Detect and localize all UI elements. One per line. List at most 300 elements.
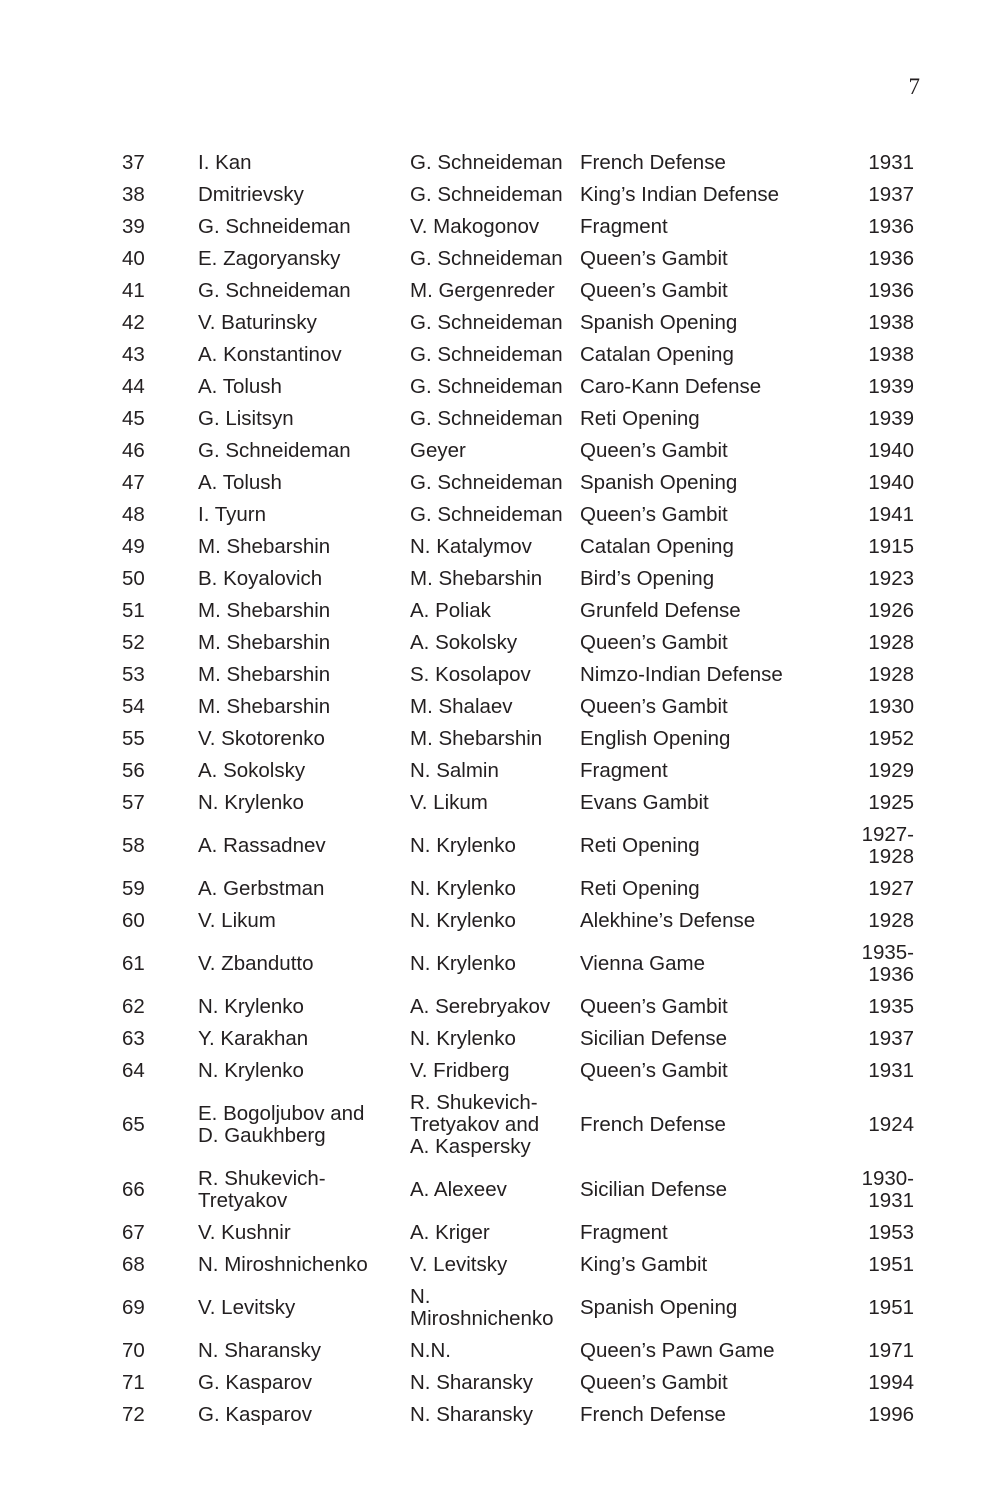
opening-name: Queen’s Gambit xyxy=(580,279,728,302)
game-year-cell xyxy=(852,1367,914,1399)
opening-name-cell xyxy=(580,1249,852,1281)
game-number-cell xyxy=(122,211,198,243)
game-year: 1926 xyxy=(868,599,914,622)
table-row xyxy=(122,1399,914,1431)
game-number-cell xyxy=(122,787,198,819)
black-player-cell xyxy=(410,563,580,595)
game-year-cell xyxy=(852,211,914,243)
opening-name: Queen’s Gambit xyxy=(580,995,728,1018)
white-player-cell xyxy=(198,1217,410,1249)
table-row xyxy=(122,1023,914,1055)
game-number-cell xyxy=(122,1023,198,1055)
black-player: R. Shukevich- Tretyakov and A. Kaspersky xyxy=(410,1091,540,1158)
game-year: 1938 xyxy=(868,311,914,334)
black-player-cell xyxy=(410,531,580,563)
white-player-cell xyxy=(198,339,410,371)
black-player-cell xyxy=(410,1023,580,1055)
opening-name: Caro-Kann Defense xyxy=(580,375,762,398)
game-number-cell xyxy=(122,1399,198,1431)
game-year: 1931 xyxy=(868,1059,914,1082)
game-number: 71 xyxy=(122,1371,145,1394)
game-number: 69 xyxy=(122,1296,145,1319)
game-number-cell xyxy=(122,1367,198,1399)
game-year-cell xyxy=(852,179,914,211)
game-year-cell xyxy=(852,275,914,307)
game-number: 56 xyxy=(122,759,145,782)
black-player: N. Krylenko xyxy=(410,834,516,857)
game-number-cell xyxy=(122,1335,198,1367)
black-player: N. Salmin xyxy=(410,759,499,782)
table-row xyxy=(122,1163,914,1217)
white-player: N. Sharansky xyxy=(198,1339,322,1362)
game-year: 1925 xyxy=(868,791,914,814)
black-player: N. Miroshnichenko xyxy=(410,1285,554,1330)
black-player: N. Katalymov xyxy=(410,535,532,558)
game-number: 58 xyxy=(122,834,145,857)
black-player-cell xyxy=(410,1217,580,1249)
black-player: A. Poliak xyxy=(410,599,491,622)
table-row xyxy=(122,339,914,371)
white-player: A. Rassadnev xyxy=(198,834,326,857)
black-player: G. Schneideman xyxy=(410,471,563,494)
white-player: A. Gerbstman xyxy=(198,877,325,900)
black-player-cell xyxy=(410,1335,580,1367)
opening-name: French Defense xyxy=(580,1113,726,1136)
opening-name: Grunfeld Defense xyxy=(580,599,741,622)
game-year-cell xyxy=(852,819,914,873)
white-player: M. Shebarshin xyxy=(198,663,331,686)
game-number-cell xyxy=(122,627,198,659)
table-row xyxy=(122,275,914,307)
black-player-cell xyxy=(410,147,580,179)
black-player-cell xyxy=(410,1249,580,1281)
black-player: Geyer xyxy=(410,439,466,462)
game-year: 1935 xyxy=(868,995,914,1018)
white-player-cell xyxy=(198,1023,410,1055)
game-number: 70 xyxy=(122,1339,145,1362)
game-number: 52 xyxy=(122,631,145,654)
game-number: 39 xyxy=(122,215,145,238)
black-player: G. Schneideman xyxy=(410,503,563,526)
game-number: 37 xyxy=(122,151,145,174)
opening-name-cell xyxy=(580,563,852,595)
game-year-cell xyxy=(852,403,914,435)
opening-name-cell xyxy=(580,1335,852,1367)
opening-name: Queen’s Gambit xyxy=(580,695,728,718)
white-player: G. Schneideman xyxy=(198,439,351,462)
black-player: N.N. xyxy=(410,1339,451,1362)
black-player: N. Krylenko xyxy=(410,909,516,932)
game-year-cell xyxy=(852,755,914,787)
black-player: G. Schneideman xyxy=(410,183,563,206)
black-player-cell xyxy=(410,787,580,819)
white-player: M. Shebarshin xyxy=(198,695,331,718)
game-year-cell xyxy=(852,1335,914,1367)
opening-name-cell xyxy=(580,1367,852,1399)
white-player-cell xyxy=(198,1055,410,1087)
game-year-cell xyxy=(852,1023,914,1055)
black-player: V. Levitsky xyxy=(410,1253,508,1276)
opening-name-cell xyxy=(580,991,852,1023)
game-number: 49 xyxy=(122,535,145,558)
opening-name-cell xyxy=(580,243,852,275)
white-player-cell xyxy=(198,991,410,1023)
black-player: G. Schneideman xyxy=(410,247,563,270)
game-number: 72 xyxy=(122,1403,145,1426)
opening-name-cell xyxy=(580,691,852,723)
black-player: N. Krylenko xyxy=(410,877,516,900)
game-number: 60 xyxy=(122,909,145,932)
game-number: 40 xyxy=(122,247,145,270)
game-number: 48 xyxy=(122,503,145,526)
game-year-cell xyxy=(852,723,914,755)
opening-name: Reti Opening xyxy=(580,877,700,900)
game-year: 1931 xyxy=(868,151,914,174)
game-number: 42 xyxy=(122,311,145,334)
white-player-cell xyxy=(198,371,410,403)
game-number-cell xyxy=(122,723,198,755)
black-player: G. Schneideman xyxy=(410,375,563,398)
white-player-cell xyxy=(198,403,410,435)
black-player-cell xyxy=(410,1281,580,1335)
white-player: Y. Karakhan xyxy=(198,1027,309,1050)
game-year: 1927 xyxy=(868,877,914,900)
game-number-cell xyxy=(122,755,198,787)
white-player: I. Tyurn xyxy=(198,503,266,526)
opening-name: Evans Gambit xyxy=(580,791,709,814)
game-year: 1924 xyxy=(868,1113,914,1136)
game-year: 1951 xyxy=(868,1296,914,1319)
opening-name: Nimzo-Indian Defense xyxy=(580,663,783,686)
game-year: 1996 xyxy=(868,1403,914,1426)
game-year-cell xyxy=(852,1087,914,1163)
game-number-cell xyxy=(122,1249,198,1281)
opening-name-cell xyxy=(580,1087,852,1163)
white-player: G. Schneideman xyxy=(198,279,351,302)
game-number-cell xyxy=(122,1281,198,1335)
table-row xyxy=(122,723,914,755)
opening-name: Queen’s Gambit xyxy=(580,631,728,654)
table-row xyxy=(122,1055,914,1087)
opening-name: Reti Opening xyxy=(580,407,700,430)
black-player: V. Makogonov xyxy=(410,215,540,238)
opening-name-cell xyxy=(580,275,852,307)
games-table xyxy=(122,147,914,1431)
white-player: V. Kushnir xyxy=(198,1221,291,1244)
game-year: 1927- 1928 xyxy=(861,823,914,868)
game-year: 1935- 1936 xyxy=(861,941,914,986)
opening-name-cell xyxy=(580,211,852,243)
opening-name: Catalan Opening xyxy=(580,343,734,366)
game-number: 59 xyxy=(122,877,145,900)
game-number-cell xyxy=(122,905,198,937)
table-row xyxy=(122,659,914,691)
table-row xyxy=(122,179,914,211)
game-year-cell xyxy=(852,1163,914,1217)
table-row xyxy=(122,1281,914,1335)
page-number: 7 xyxy=(908,74,920,99)
black-player-cell xyxy=(410,1399,580,1431)
game-number: 53 xyxy=(122,663,145,686)
white-player: V. Zbandutto xyxy=(198,952,314,975)
game-number-cell xyxy=(122,499,198,531)
black-player: V. Likum xyxy=(410,791,488,814)
white-player-cell xyxy=(198,211,410,243)
game-number-cell xyxy=(122,691,198,723)
game-year: 1929 xyxy=(868,759,914,782)
game-year-cell xyxy=(852,499,914,531)
game-number-cell xyxy=(122,435,198,467)
black-player-cell xyxy=(410,627,580,659)
game-number-cell xyxy=(122,147,198,179)
game-number: 51 xyxy=(122,599,145,622)
opening-name: King’s Gambit xyxy=(580,1253,708,1276)
opening-name-cell xyxy=(580,467,852,499)
game-year-cell xyxy=(852,147,914,179)
game-year-cell xyxy=(852,1055,914,1087)
white-player-cell xyxy=(198,435,410,467)
table-row xyxy=(122,499,914,531)
table-row xyxy=(122,563,914,595)
opening-name-cell xyxy=(580,819,852,873)
game-year: 1915 xyxy=(868,535,914,558)
table-row xyxy=(122,1249,914,1281)
black-player-cell xyxy=(410,243,580,275)
black-player: M. Gergenreder xyxy=(410,279,555,302)
game-number-cell xyxy=(122,563,198,595)
opening-name: Fragment xyxy=(580,759,668,782)
black-player: N. Krylenko xyxy=(410,1027,516,1050)
opening-name: Fragment xyxy=(580,1221,668,1244)
black-player: M. Shebarshin xyxy=(410,567,543,590)
table-row xyxy=(122,211,914,243)
white-player: E. Bogoljubov and D. Gaukhberg xyxy=(198,1102,365,1147)
white-player: G. Kasparov xyxy=(198,1403,312,1426)
black-player: G. Schneideman xyxy=(410,343,563,366)
opening-name-cell xyxy=(580,1163,852,1217)
opening-name: English Opening xyxy=(580,727,731,750)
game-number: 55 xyxy=(122,727,145,750)
game-year: 1939 xyxy=(868,375,914,398)
black-player: M. Shebarshin xyxy=(410,727,543,750)
black-player-cell xyxy=(410,905,580,937)
game-number-cell xyxy=(122,991,198,1023)
white-player: V. Skotorenko xyxy=(198,727,325,750)
game-year-cell xyxy=(852,691,914,723)
game-year: 1940 xyxy=(868,439,914,462)
black-player: A. Serebryakov xyxy=(410,995,551,1018)
white-player-cell xyxy=(198,905,410,937)
opening-name: Queen’s Gambit xyxy=(580,1059,728,1082)
black-player: N. Krylenko xyxy=(410,952,516,975)
table-row xyxy=(122,787,914,819)
opening-name-cell xyxy=(580,499,852,531)
black-player-cell xyxy=(410,499,580,531)
game-year: 1930 xyxy=(868,695,914,718)
black-player-cell xyxy=(410,595,580,627)
white-player: N. Krylenko xyxy=(198,995,304,1018)
opening-name: Vienna Game xyxy=(580,952,705,975)
white-player: M. Shebarshin xyxy=(198,535,331,558)
opening-name-cell xyxy=(580,435,852,467)
table-row xyxy=(122,819,914,873)
black-player-cell xyxy=(410,371,580,403)
white-player: A. Sokolsky xyxy=(198,759,306,782)
table-row xyxy=(122,991,914,1023)
game-year-cell xyxy=(852,243,914,275)
game-number-cell xyxy=(122,371,198,403)
opening-name-cell xyxy=(580,595,852,627)
table-row xyxy=(122,371,914,403)
white-player-cell xyxy=(198,243,410,275)
game-year-cell xyxy=(852,873,914,905)
black-player-cell xyxy=(410,307,580,339)
white-player-cell xyxy=(198,691,410,723)
game-year-cell xyxy=(852,531,914,563)
opening-name-cell xyxy=(580,147,852,179)
game-number-cell xyxy=(122,595,198,627)
opening-name: Spanish Opening xyxy=(580,1296,738,1319)
opening-name-cell xyxy=(580,1023,852,1055)
table-row xyxy=(122,531,914,563)
game-number: 46 xyxy=(122,439,145,462)
game-number-cell xyxy=(122,243,198,275)
game-year: 1971 xyxy=(868,1339,914,1362)
black-player: V. Fridberg xyxy=(410,1059,510,1082)
game-year: 1941 xyxy=(868,503,914,526)
game-year: 1928 xyxy=(868,663,914,686)
opening-name-cell xyxy=(580,531,852,563)
opening-name: Alekhine’s Defense xyxy=(580,909,756,932)
game-number: 50 xyxy=(122,567,145,590)
white-player: N. Krylenko xyxy=(198,791,304,814)
white-player: V. Likum xyxy=(198,909,276,932)
game-number-cell xyxy=(122,1163,198,1217)
game-number-cell xyxy=(122,1055,198,1087)
opening-name: Queen’s Gambit xyxy=(580,439,728,462)
table-row xyxy=(122,1217,914,1249)
game-year: 1994 xyxy=(868,1371,914,1394)
game-number: 47 xyxy=(122,471,145,494)
black-player-cell xyxy=(410,937,580,991)
opening-name-cell xyxy=(580,905,852,937)
game-year-cell xyxy=(852,1217,914,1249)
game-year-cell xyxy=(852,339,914,371)
opening-name: Bird’s Opening xyxy=(580,567,715,590)
game-number-cell xyxy=(122,307,198,339)
black-player-cell xyxy=(410,467,580,499)
black-player: G. Schneideman xyxy=(410,311,563,334)
game-number: 44 xyxy=(122,375,145,398)
white-player-cell xyxy=(198,595,410,627)
game-number: 63 xyxy=(122,1027,145,1050)
opening-name: French Defense xyxy=(580,151,726,174)
game-number: 66 xyxy=(122,1178,145,1201)
table-row xyxy=(122,403,914,435)
opening-name: Catalan Opening xyxy=(580,535,734,558)
game-year: 1953 xyxy=(868,1221,914,1244)
table-row xyxy=(122,905,914,937)
game-year: 1928 xyxy=(868,909,914,932)
game-number-cell xyxy=(122,659,198,691)
black-player: A. Kriger xyxy=(410,1221,490,1244)
white-player: A. Tolush xyxy=(198,375,282,398)
white-player-cell xyxy=(198,1335,410,1367)
table-row xyxy=(122,595,914,627)
game-year-cell xyxy=(852,991,914,1023)
game-number: 64 xyxy=(122,1059,145,1082)
game-year: 1930- 1931 xyxy=(861,1167,914,1212)
opening-name-cell xyxy=(580,307,852,339)
white-player-cell xyxy=(198,873,410,905)
black-player-cell xyxy=(410,339,580,371)
white-player: N. Miroshnichenko xyxy=(198,1253,368,1276)
game-year: 1938 xyxy=(868,343,914,366)
game-number-cell xyxy=(122,531,198,563)
white-player: G. Lisitsyn xyxy=(198,407,294,430)
opening-name-cell xyxy=(580,1281,852,1335)
game-number-cell xyxy=(122,467,198,499)
game-number-cell xyxy=(122,179,198,211)
game-year-cell xyxy=(852,1249,914,1281)
game-year: 1937 xyxy=(868,1027,914,1050)
white-player-cell xyxy=(198,627,410,659)
opening-name: Queen’s Pawn Game xyxy=(580,1339,775,1362)
game-number-cell xyxy=(122,873,198,905)
black-player-cell xyxy=(410,691,580,723)
game-number-cell xyxy=(122,1087,198,1163)
table-row xyxy=(122,873,914,905)
black-player-cell xyxy=(410,179,580,211)
white-player-cell xyxy=(198,147,410,179)
white-player-cell xyxy=(198,1163,410,1217)
game-year: 1928 xyxy=(868,631,914,654)
game-year-cell xyxy=(852,627,914,659)
white-player-cell xyxy=(198,819,410,873)
game-year: 1936 xyxy=(868,279,914,302)
game-year-cell xyxy=(852,467,914,499)
white-player: V. Baturinsky xyxy=(198,311,317,334)
opening-name-cell xyxy=(580,755,852,787)
game-number: 41 xyxy=(122,279,145,302)
game-number: 38 xyxy=(122,183,145,206)
game-number: 43 xyxy=(122,343,145,366)
white-player: G. Kasparov xyxy=(198,1371,312,1394)
game-number: 68 xyxy=(122,1253,145,1276)
opening-name: Queen’s Gambit xyxy=(580,247,728,270)
game-year-cell xyxy=(852,937,914,991)
opening-name-cell xyxy=(580,1217,852,1249)
opening-name-cell xyxy=(580,787,852,819)
black-player-cell xyxy=(410,211,580,243)
white-player: E. Zagoryansky xyxy=(198,247,341,270)
white-player: I. Kan xyxy=(198,151,252,174)
opening-name: Spanish Opening xyxy=(580,311,738,334)
white-player: A. Tolush xyxy=(198,471,282,494)
game-number: 61 xyxy=(122,952,145,975)
game-year: 1923 xyxy=(868,567,914,590)
white-player-cell xyxy=(198,723,410,755)
white-player-cell xyxy=(198,659,410,691)
game-year: 1936 xyxy=(868,215,914,238)
table-row xyxy=(122,243,914,275)
opening-name: Sicilian Defense xyxy=(580,1027,727,1050)
game-number-cell xyxy=(122,339,198,371)
opening-name-cell xyxy=(580,873,852,905)
black-player-cell xyxy=(410,755,580,787)
white-player: G. Schneideman xyxy=(198,215,351,238)
game-number-cell xyxy=(122,819,198,873)
